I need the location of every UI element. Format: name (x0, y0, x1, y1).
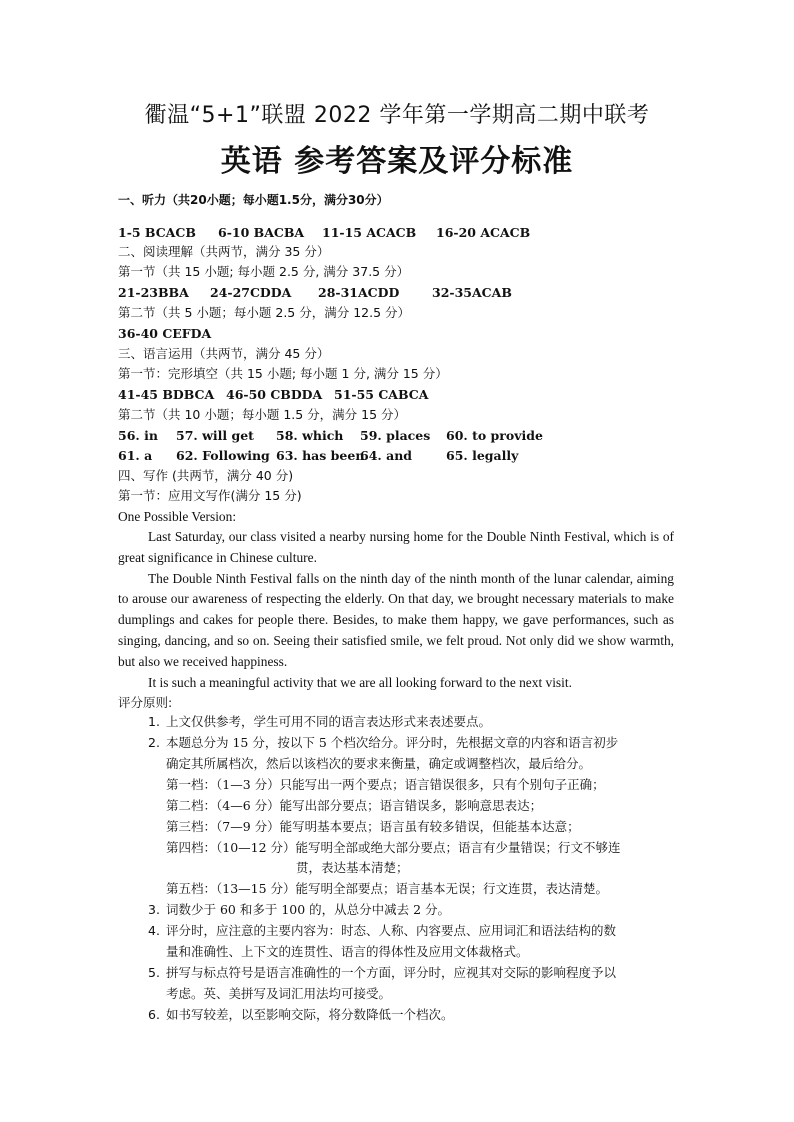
language-section1-answers (118, 386, 428, 404)
answer-group: 16-20 ACACB (436, 225, 531, 240)
rule-text: 拼写与标点符号是语言准确性的一个方面，评分时，应视其对交际的影响程度予以 (166, 965, 617, 980)
writing-heading: 四、写作 (共两节，满分 40 分) (118, 468, 294, 483)
reading-section2-heading: 第二节（共 5 小题；每小题 2.5 分，满分 12.5 分） (118, 305, 411, 320)
grade-level-3: 第三档：（7—9 分）能写明基本要点；语言虽有较多错误，但能基本达意； (166, 819, 580, 834)
rule-text: 上文仅供参考，学生可用不同的语言表达形式来表述要点。 (166, 714, 492, 729)
scoring-rule-5-cont: 考虑。英、美拼写及词汇用法均可接受。 (166, 986, 392, 1001)
scoring-rule-3 (148, 899, 450, 920)
language-heading: 三、语言运用（共两节，满分 45 分） (118, 346, 330, 361)
rule-number: 3. (148, 902, 160, 917)
answer-item: 57. will get (176, 428, 254, 443)
answer-group: 51-55 CABCA (334, 387, 429, 402)
language-section1-heading: 第一节：完形填空（共 15 小题; 每小题 1 分, 满分 15 分） (118, 366, 448, 381)
scoring-rule-2 (148, 732, 618, 753)
sample-essay (118, 527, 674, 693)
answer-group: 46-50 CBDDA (226, 387, 323, 402)
reading-section2-answers (118, 325, 211, 343)
answer-group: 1-5 BCACB (118, 225, 196, 240)
scoring-rule-6 (148, 1004, 454, 1025)
answer-group: 6-10 BACBA (218, 225, 305, 240)
answer-group: 21-23BBA (118, 285, 189, 300)
reading-heading: 二、阅读理解（共两节，满分 35 分） (118, 244, 330, 259)
answer-item: 59. places (360, 428, 431, 443)
answer-item: 56. in (118, 428, 158, 443)
rule-number: 6. (148, 1007, 160, 1022)
answer-item: 65. legally (446, 448, 519, 463)
rule-number: 2. (148, 735, 160, 750)
scoring-rule-4 (148, 920, 616, 941)
reading-section1-heading: 第一节（共 15 小题; 每小题 2.5 分, 满分 37.5 分） (118, 264, 410, 279)
answer-item: 60. to provide (446, 428, 543, 443)
answer-group: 32-35ACAB (432, 285, 512, 300)
language-section2-row2 (118, 447, 518, 465)
grade-level-5: 第五档：（13—15 分）能写明全部要点；语言基本无误；行文连贯，表达清楚。 (166, 881, 609, 896)
essay-paragraph: The Double Ninth Festival falls on the ninth day of the ninth month of the lunar calendar, aiming to arouse our awareness of respecting the elderly. On that day, we brought necessary materials to make dumplings and cakes for people there. Besides, to make them happy, we gave performances, such as singing, dancing, and so on. Seeing their satisfied smile, we felt proud. Not only did we show warmth, but also we received happiness. (118, 570, 674, 669)
scoring-rule-2-cont: 确定其所属档次，然后以该档次的要求来衡量，确定或调整档次，最后给分。 (166, 756, 592, 771)
grade-level-4-cont: 贯，表达基本清楚； (296, 860, 409, 875)
exam-title: 衢温“5+1”联盟 2022 学年第一学期高二期中联考 (144, 103, 650, 128)
rule-number: 4. (148, 923, 160, 938)
answer-group: 11-15 ACACB (322, 225, 417, 240)
grade-level-4: 第四档：（10—12 分）能写明全部或绝大部分要点；语言有少量错误；行文不够连 (166, 840, 621, 855)
grade-level-2: 第二档：（4—6 分）能写出部分要点；语言错误多，影响意思表达； (166, 798, 543, 813)
essay-paragraph: Last Saturday, our class visited a nearby nursing home for the Double Ninth Festival, which is of great significance in Chinese culture. (118, 529, 674, 565)
version-label: One Possible Version: (118, 509, 237, 524)
answer-group: 36-40 CEFDA (118, 326, 212, 341)
rule-number: 5. (148, 965, 160, 980)
writing-section1-heading: 第一节：应用文写作(满分 15 分) (118, 488, 302, 503)
rule-text: 如书写较差，以至影响交际，将分数降低一个档次。 (166, 1007, 454, 1022)
listening-heading: 一、听力（共20小题；每小题1.5分，满分30分） (118, 193, 389, 207)
language-section2-row1 (118, 427, 543, 445)
document-subtitle: 英语 参考答案及评分标准 (220, 144, 574, 179)
answer-item: 63. has been (276, 448, 365, 463)
answer-item: 61. a (118, 448, 153, 463)
answer-group: 41-45 BDBCA (118, 387, 215, 402)
rule-number: 1. (148, 714, 160, 729)
rule-text: 本题总分为 15 分，按以下 5 个档次给分。评分时，先根据文章的内容和语言初步 (166, 735, 619, 750)
answer-item: 62. Following (176, 448, 270, 463)
scoring-heading: 评分原则: (118, 695, 173, 710)
reading-section1-answers (118, 284, 512, 302)
answer-item: 64. and (360, 448, 413, 463)
answer-group: 28-31ACDD (318, 285, 400, 300)
rule-text: 评分时，应注意的主要内容为：时态、人称、内容要点、应用词汇和语法结构的数 (166, 923, 617, 938)
scoring-rule-1 (148, 711, 491, 732)
answer-group: 24-27CDDA (210, 285, 292, 300)
scoring-rule-5 (148, 962, 616, 983)
grade-level-1: 第一档：（1—3 分）只能写出一两个要点；语言错误很多，只有个别句子正确； (166, 777, 605, 792)
essay-paragraph: It is such a meaningful activity that we are all looking forward to the next visit. (148, 674, 572, 690)
answer-item: 58. which (276, 428, 344, 443)
rule-text: 词数少于 60 和多于 100 的，从总分中减去 2 分。 (166, 902, 451, 917)
scoring-rule-4-cont: 量和准确性、上下文的连贯性、语言的得体性及应用文体裁格式。 (166, 944, 529, 959)
listening-answers (118, 224, 530, 242)
language-section2-heading: 第二节（共 10 小题；每小题 1.5 分，满分 15 分） (118, 407, 407, 422)
